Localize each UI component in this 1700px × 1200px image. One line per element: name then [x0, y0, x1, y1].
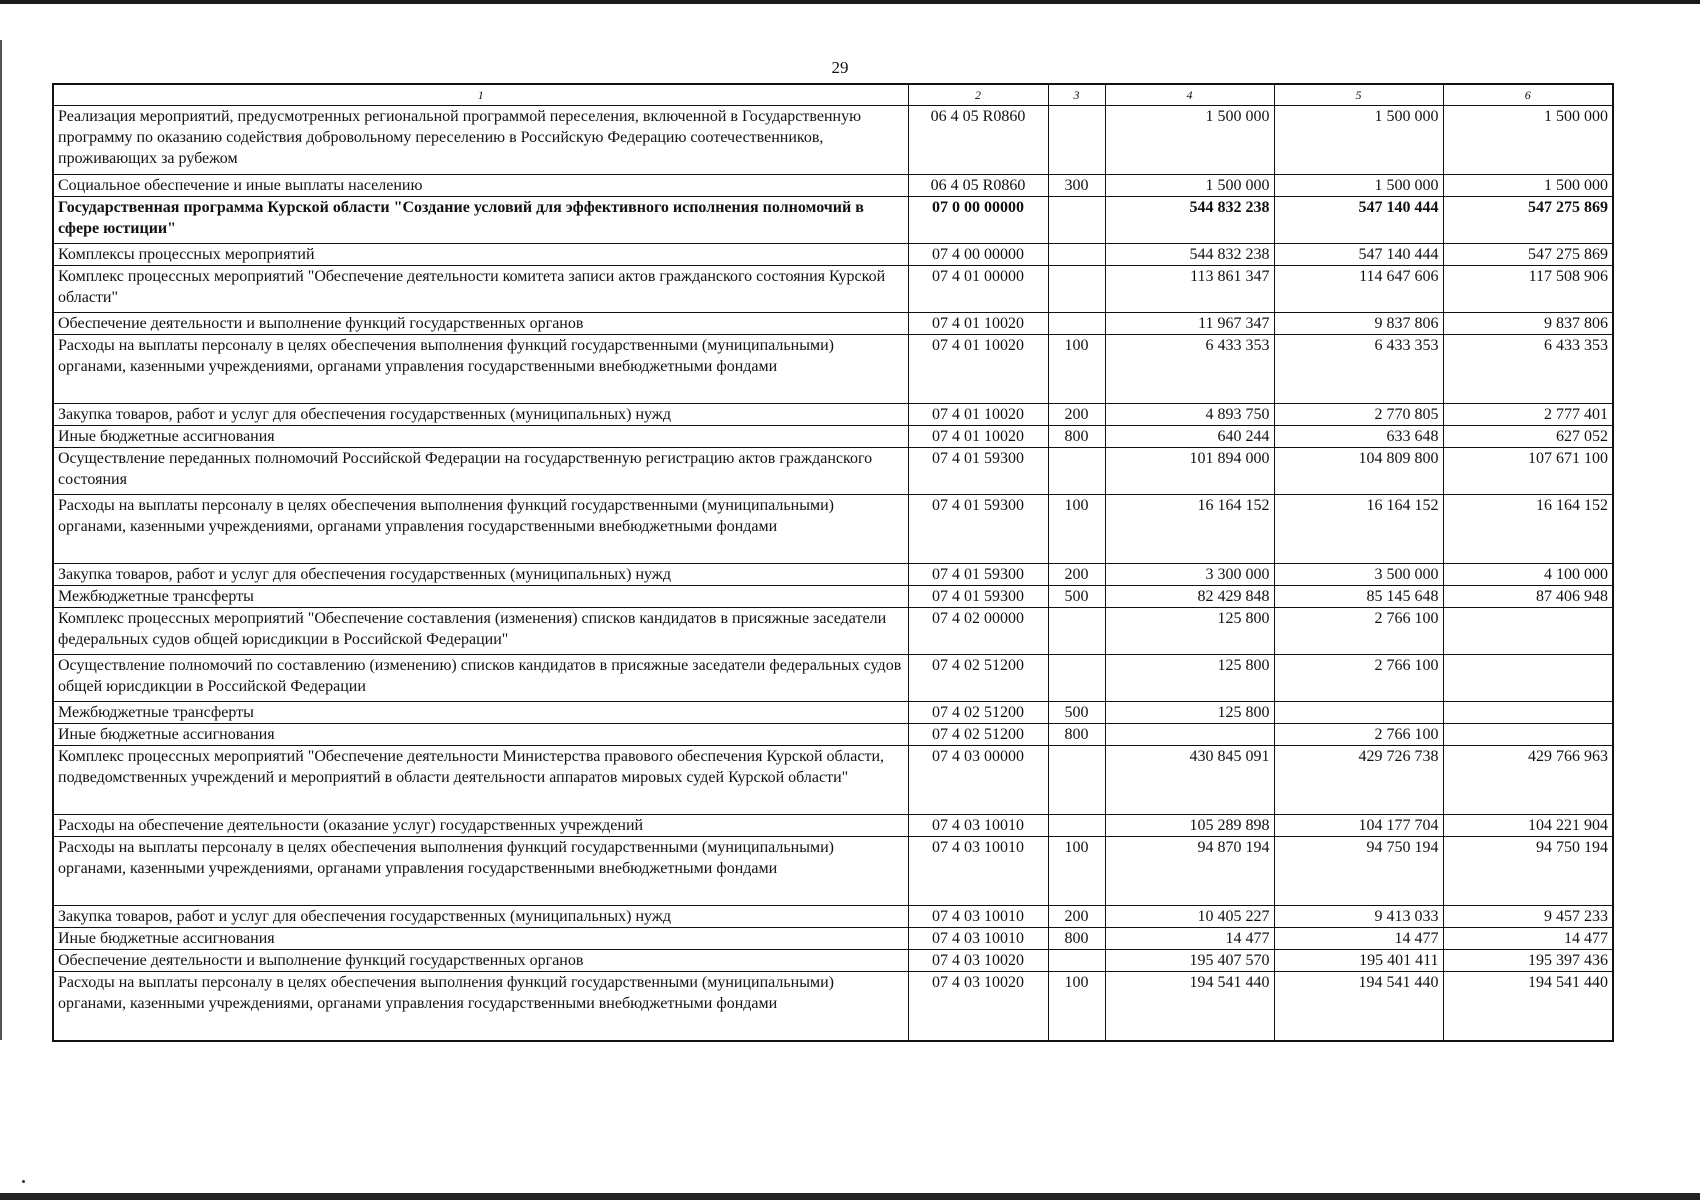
row-expense-type-cell: 800 — [1048, 426, 1105, 448]
table-row — [53, 313, 1613, 335]
row-value-col6-cell: 94 750 194 — [1443, 837, 1613, 906]
row-name-cell: Комплекс процессных мероприятий "Обеспечение деятельности комитета записи актов гражданского состояния Курской области" — [53, 266, 908, 313]
row-value-col4-cell: 3 300 000 — [1105, 564, 1274, 586]
row-value-col6-cell: 429 766 963 — [1443, 746, 1613, 815]
row-value-col6-cell: 9 837 806 — [1443, 313, 1613, 335]
row-code-cell: 07 4 03 10020 — [908, 972, 1048, 1042]
row-code-cell: 07 4 02 51200 — [908, 655, 1048, 702]
table-row — [53, 564, 1613, 586]
table-row — [53, 928, 1613, 950]
table-row — [53, 448, 1613, 495]
table-row — [53, 837, 1613, 906]
row-value-col6-cell: 87 406 948 — [1443, 586, 1613, 608]
row-value-col6-cell: 195 397 436 — [1443, 950, 1613, 972]
row-value-col5-cell: 429 726 738 — [1274, 746, 1443, 815]
row-value-col6-cell: 194 541 440 — [1443, 972, 1613, 1042]
row-name-cell: Обеспечение деятельности и выполнение функций государственных органов — [53, 313, 908, 335]
column-number: 2 — [908, 84, 1048, 106]
table-row — [53, 106, 1613, 175]
row-name-cell: Комплексы процессных мероприятий — [53, 244, 908, 266]
column-number: 6 — [1443, 84, 1613, 106]
row-value-col6-cell — [1443, 655, 1613, 702]
row-expense-type-cell: 200 — [1048, 564, 1105, 586]
row-value-col4-cell: 105 289 898 — [1105, 815, 1274, 837]
column-number-row — [53, 84, 1613, 106]
row-value-col5-cell: 195 401 411 — [1274, 950, 1443, 972]
table-row — [53, 950, 1613, 972]
table-row — [53, 972, 1613, 1042]
row-value-col5-cell: 2 770 805 — [1274, 404, 1443, 426]
row-value-col5-cell: 194 541 440 — [1274, 972, 1443, 1042]
row-value-col5-cell: 14 477 — [1274, 928, 1443, 950]
table-row — [53, 404, 1613, 426]
row-expense-type-cell — [1048, 313, 1105, 335]
row-code-cell: 07 4 00 00000 — [908, 244, 1048, 266]
row-value-col5-cell: 2 766 100 — [1274, 655, 1443, 702]
budget-table — [52, 83, 1614, 1042]
row-value-col4-cell: 544 832 238 — [1105, 197, 1274, 244]
row-name-cell: Расходы на выплаты персоналу в целях обеспечения выполнения функций государственными (муниципальными) органами, казенными учреждениями, органами управления государственными внебюджетными фондами — [53, 972, 908, 1042]
row-expense-type-cell — [1048, 950, 1105, 972]
row-code-cell: 07 4 03 10010 — [908, 928, 1048, 950]
row-expense-type-cell: 800 — [1048, 928, 1105, 950]
row-expense-type-cell: 100 — [1048, 335, 1105, 404]
row-code-cell: 07 4 03 10020 — [908, 950, 1048, 972]
row-value-col4-cell: 4 893 750 — [1105, 404, 1274, 426]
row-code-cell: 07 4 01 59300 — [908, 448, 1048, 495]
row-expense-type-cell — [1048, 608, 1105, 655]
row-name-cell: Осуществление переданных полномочий Российской Федерации на государственную регистрацию актов гражданского состояния — [53, 448, 908, 495]
table-row — [53, 244, 1613, 266]
page-number: 29 — [831, 58, 849, 77]
row-value-col6-cell: 14 477 — [1443, 928, 1613, 950]
row-expense-type-cell: 800 — [1048, 724, 1105, 746]
row-value-col5-cell: 114 647 606 — [1274, 266, 1443, 313]
scan-edge-top — [0, 0, 1700, 4]
row-code-cell: 07 4 03 00000 — [908, 746, 1048, 815]
row-name-cell: Межбюджетные трансферты — [53, 586, 908, 608]
row-name-cell: Расходы на выплаты персоналу в целях обеспечения выполнения функций государственными (муниципальными) органами, казенными учреждениями, органами управления государственными внебюджетными фондами — [53, 495, 908, 564]
row-expense-type-cell: 200 — [1048, 906, 1105, 928]
row-value-col5-cell: 104 809 800 — [1274, 448, 1443, 495]
row-expense-type-cell — [1048, 655, 1105, 702]
row-code-cell: 07 4 01 10020 — [908, 335, 1048, 404]
row-value-col5-cell: 547 140 444 — [1274, 197, 1443, 244]
row-expense-type-cell — [1048, 448, 1105, 495]
row-value-col4-cell: 125 800 — [1105, 655, 1274, 702]
row-value-col5-cell: 16 164 152 — [1274, 495, 1443, 564]
row-value-col4-cell: 125 800 — [1105, 608, 1274, 655]
row-value-col4-cell: 1 500 000 — [1105, 175, 1274, 197]
row-value-col6-cell: 1 500 000 — [1443, 175, 1613, 197]
row-code-cell: 07 4 01 00000 — [908, 266, 1048, 313]
scan-edge-left — [0, 40, 2, 1040]
row-value-col5-cell: 85 145 648 — [1274, 586, 1443, 608]
row-value-col6-cell: 16 164 152 — [1443, 495, 1613, 564]
table-row — [53, 586, 1613, 608]
row-code-cell: 06 4 05 R0860 — [908, 175, 1048, 197]
row-value-col5-cell: 2 766 100 — [1274, 724, 1443, 746]
row-value-col4-cell: 640 244 — [1105, 426, 1274, 448]
table-row — [53, 495, 1613, 564]
row-code-cell: 07 4 02 00000 — [908, 608, 1048, 655]
table-row — [53, 335, 1613, 404]
row-value-col5-cell — [1274, 702, 1443, 724]
row-name-cell: Комплекс процессных мероприятий "Обеспечение составления (изменения) списков кандидатов в присяжные заседатели федеральных судов общей юрисдикции в Российской Федерации" — [53, 608, 908, 655]
row-code-cell: 06 4 05 R0860 — [908, 106, 1048, 175]
table-row — [53, 426, 1613, 448]
row-value-col4-cell: 82 429 848 — [1105, 586, 1274, 608]
scan-edge-bottom — [0, 1193, 1700, 1200]
table-row — [53, 655, 1613, 702]
row-value-col6-cell: 107 671 100 — [1443, 448, 1613, 495]
row-code-cell: 07 4 01 10020 — [908, 313, 1048, 335]
row-name-cell: Расходы на обеспечение деятельности (оказание услуг) государственных учреждений — [53, 815, 908, 837]
table-row — [53, 266, 1613, 313]
row-expense-type-cell: 100 — [1048, 972, 1105, 1042]
row-value-col4-cell: 194 541 440 — [1105, 972, 1274, 1042]
row-name-cell: Иные бюджетные ассигнования — [53, 928, 908, 950]
row-name-cell: Государственная программа Курской области "Создание условий для эффективного исполнения полномочий в сфере юстиции" — [53, 197, 908, 244]
row-value-col6-cell — [1443, 608, 1613, 655]
row-value-col5-cell: 633 648 — [1274, 426, 1443, 448]
row-code-cell: 07 4 01 59300 — [908, 495, 1048, 564]
row-name-cell: Комплекс процессных мероприятий "Обеспечение деятельности Министерства правового обеспечения Курской области, подведомственных учреждений и мероприятий в области деятельности аппаратов мировых судей Курской области" — [53, 746, 908, 815]
row-name-cell: Межбюджетные трансферты — [53, 702, 908, 724]
row-code-cell: 07 4 02 51200 — [908, 724, 1048, 746]
budget-table-body — [53, 84, 1613, 1041]
row-value-col4-cell: 544 832 238 — [1105, 244, 1274, 266]
row-name-cell: Расходы на выплаты персоналу в целях обеспечения выполнения функций государственными (муниципальными) органами, казенными учреждениями, органами управления государственными внебюджетными фондами — [53, 837, 908, 906]
row-expense-type-cell: 500 — [1048, 702, 1105, 724]
row-name-cell: Обеспечение деятельности и выполнение функций государственных органов — [53, 950, 908, 972]
row-code-cell: 07 4 01 59300 — [908, 564, 1048, 586]
row-value-col4-cell: 6 433 353 — [1105, 335, 1274, 404]
row-value-col5-cell: 9 413 033 — [1274, 906, 1443, 928]
row-expense-type-cell — [1048, 244, 1105, 266]
row-value-col4-cell: 16 164 152 — [1105, 495, 1274, 564]
row-value-col5-cell: 3 500 000 — [1274, 564, 1443, 586]
row-value-col4-cell: 125 800 — [1105, 702, 1274, 724]
row-value-col4-cell: 113 861 347 — [1105, 266, 1274, 313]
row-value-col6-cell — [1443, 702, 1613, 724]
row-value-col6-cell: 627 052 — [1443, 426, 1613, 448]
row-value-col4-cell: 430 845 091 — [1105, 746, 1274, 815]
budget-table-container — [52, 83, 1614, 1042]
row-name-cell: Социальное обеспечение и иные выплаты населению — [53, 175, 908, 197]
row-value-col4-cell: 94 870 194 — [1105, 837, 1274, 906]
row-value-col5-cell: 2 766 100 — [1274, 608, 1443, 655]
row-value-col4-cell: 101 894 000 — [1105, 448, 1274, 495]
row-value-col4-cell — [1105, 724, 1274, 746]
row-value-col6-cell: 547 275 869 — [1443, 197, 1613, 244]
row-value-col6-cell: 104 221 904 — [1443, 815, 1613, 837]
row-value-col5-cell: 1 500 000 — [1274, 106, 1443, 175]
column-number: 3 — [1048, 84, 1105, 106]
row-code-cell: 07 4 03 10010 — [908, 815, 1048, 837]
row-value-col5-cell: 1 500 000 — [1274, 175, 1443, 197]
row-value-col6-cell: 2 777 401 — [1443, 404, 1613, 426]
row-name-cell: Иные бюджетные ассигнования — [53, 724, 908, 746]
row-expense-type-cell: 100 — [1048, 837, 1105, 906]
row-value-col6-cell: 1 500 000 — [1443, 106, 1613, 175]
table-row — [53, 724, 1613, 746]
row-expense-type-cell: 200 — [1048, 404, 1105, 426]
row-code-cell: 07 0 00 00000 — [908, 197, 1048, 244]
row-name-cell: Закупка товаров, работ и услуг для обеспечения государственных (муниципальных) нужд — [53, 404, 908, 426]
row-expense-type-cell — [1048, 197, 1105, 244]
column-number: 5 — [1274, 84, 1443, 106]
row-name-cell: Иные бюджетные ассигнования — [53, 426, 908, 448]
row-name-cell: Закупка товаров, работ и услуг для обеспечения государственных (муниципальных) нужд — [53, 906, 908, 928]
row-value-col4-cell: 195 407 570 — [1105, 950, 1274, 972]
row-value-col5-cell: 6 433 353 — [1274, 335, 1443, 404]
row-value-col5-cell: 547 140 444 — [1274, 244, 1443, 266]
row-expense-type-cell — [1048, 106, 1105, 175]
row-value-col4-cell: 11 967 347 — [1105, 313, 1274, 335]
row-code-cell: 07 4 03 10010 — [908, 837, 1048, 906]
row-expense-type-cell: 300 — [1048, 175, 1105, 197]
row-expense-type-cell — [1048, 266, 1105, 313]
row-value-col6-cell: 9 457 233 — [1443, 906, 1613, 928]
row-code-cell: 07 4 01 10020 — [908, 426, 1048, 448]
row-name-cell: Расходы на выплаты персоналу в целях обеспечения выполнения функций государственными (муниципальными) органами, казенными учреждениями, органами управления государственными внебюджетными фондами — [53, 335, 908, 404]
scan-speck — [22, 1180, 25, 1183]
row-expense-type-cell: 100 — [1048, 495, 1105, 564]
row-expense-type-cell — [1048, 815, 1105, 837]
row-code-cell: 07 4 02 51200 — [908, 702, 1048, 724]
table-row — [53, 906, 1613, 928]
row-value-col6-cell: 4 100 000 — [1443, 564, 1613, 586]
row-code-cell: 07 4 03 10010 — [908, 906, 1048, 928]
row-expense-type-cell: 500 — [1048, 586, 1105, 608]
row-expense-type-cell — [1048, 746, 1105, 815]
row-name-cell: Реализация мероприятий, предусмотренных региональной программой переселения, включенной в Государственную программу по оказанию содействия добровольному переселению в Российскую Федерацию соотечественников, проживающих за рубежом — [53, 106, 908, 175]
row-code-cell: 07 4 01 59300 — [908, 586, 1048, 608]
table-row — [53, 746, 1613, 815]
table-row — [53, 815, 1613, 837]
table-row — [53, 175, 1613, 197]
column-number: 4 — [1105, 84, 1274, 106]
row-code-cell: 07 4 01 10020 — [908, 404, 1048, 426]
row-value-col6-cell: 6 433 353 — [1443, 335, 1613, 404]
row-value-col5-cell: 9 837 806 — [1274, 313, 1443, 335]
row-value-col6-cell: 117 508 906 — [1443, 266, 1613, 313]
row-value-col4-cell: 14 477 — [1105, 928, 1274, 950]
row-value-col4-cell: 1 500 000 — [1105, 106, 1274, 175]
table-row — [53, 702, 1613, 724]
row-name-cell: Закупка товаров, работ и услуг для обеспечения государственных (муниципальных) нужд — [53, 564, 908, 586]
table-row — [53, 608, 1613, 655]
row-value-col4-cell: 10 405 227 — [1105, 906, 1274, 928]
row-value-col6-cell: 547 275 869 — [1443, 244, 1613, 266]
row-value-col6-cell — [1443, 724, 1613, 746]
row-value-col5-cell: 104 177 704 — [1274, 815, 1443, 837]
row-value-col5-cell: 94 750 194 — [1274, 837, 1443, 906]
table-row — [53, 197, 1613, 244]
row-name-cell: Осуществление полномочий по составлению (изменению) списков кандидатов в присяжные заседатели федеральных судов общей юрисдикции в Российской Федерации — [53, 655, 908, 702]
column-number: 1 — [53, 84, 908, 106]
